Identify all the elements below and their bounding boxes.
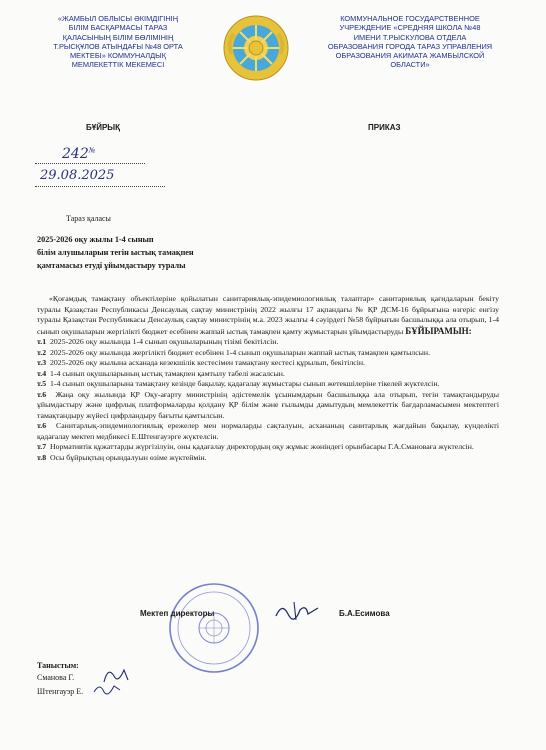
item-number: т.1 bbox=[37, 337, 47, 346]
item-number: т.6 bbox=[37, 389, 47, 399]
header-right-line: ИМЕНИ Т.РЫСКУЛОВА ОТДЕЛА bbox=[353, 32, 467, 42]
item-text: Жаңа оқу жылында ҚР Оқу-ағарту министрінің әдістемелік ұсынымдарын басшылыққа ала отырып, тегін тамақтандыруды ұйымдастыру және цифрлық платформаларды қолдану ҚР білім және ғылымды дамытудың мемлекеттік бағдарламасымен мектептегі тамақтандыру жүйесі цифрландыру бағыты қамтылсын. bbox=[37, 389, 499, 420]
director-signature-icon bbox=[272, 598, 322, 624]
item-text: 1-4 сынып оқушыларына тамақтану кезінде бақылау, қадағалау жұмыстары сынып жетекшілеріне тікелей жүктелсін. bbox=[50, 379, 440, 388]
preamble-paragraph bbox=[37, 294, 499, 337]
order-item bbox=[37, 379, 499, 390]
order-number: 242№ bbox=[62, 146, 96, 162]
order-body bbox=[37, 294, 499, 463]
buyyramyn-word: БҰЙЫРАМЫН: bbox=[405, 325, 472, 336]
order-item bbox=[37, 390, 499, 422]
acquainted-label: Таныстым: bbox=[37, 661, 79, 670]
official-stamp-icon bbox=[168, 582, 260, 674]
title-line: 2025-2026 оқу жылы 1-4 сынып bbox=[37, 235, 154, 244]
header-left-block bbox=[38, 14, 198, 70]
item-text: Санитарлық-эпидемиологиялық ережелер мен нормаларды сақталуын, асхананың санитарлық жағдайын бақылау, күнделікті қадағалау мектеп медбикесі Е.Штенгауэрге жүктелсін. bbox=[37, 421, 500, 441]
order-item bbox=[37, 369, 499, 380]
order-item bbox=[37, 348, 499, 359]
item-text: 2025-2026 оқу жылында жергілікті бюджет есебінен 1-4 сынып оқушыларын жаппай ыстық тамақпен қамтылсын. bbox=[50, 347, 431, 357]
header-left-line: Т.РЫСҚҰЛОВ АТЫНДАҒЫ №48 ОРТА bbox=[53, 41, 183, 51]
item-number: т.7 bbox=[37, 442, 47, 451]
acquainted-person: Штенгауэр Е. bbox=[37, 687, 84, 696]
header-left-line: ҚАЛАСЫНЫҢ БІЛІМ БӨЛІМІНІҢ bbox=[62, 32, 174, 42]
header-right-line: ОБРАЗОВАНИЯ АКИМАТА ЖАМБЫЛСКОЙ bbox=[335, 51, 485, 61]
item-text: Нормативтік құжаттарды жүргізілуін, оны қадағалау директордың оқу жұмыс жөніндегі орынбасары Г.А.Смановаға жүктелсін. bbox=[50, 442, 474, 451]
order-item bbox=[37, 421, 499, 442]
city-name: Тараз қаласы bbox=[66, 214, 111, 223]
header-right-line: ОБРАЗОВАНИЯ ГОРОДА ТАРАЗ УПРАВЛЕНИЯ bbox=[327, 41, 493, 51]
item-number: т.2 bbox=[37, 347, 47, 357]
header-left-line: МЕКТЕБІ» КОММУНАЛДЫҚ bbox=[69, 51, 166, 61]
item-text: 2025-2026 оқу жылында 1-4 сынып оқушыларының тізімі бекітілсін. bbox=[50, 337, 279, 346]
header-right-block bbox=[310, 14, 510, 70]
preamble-text: «Қоғамдық тамақтану объектілеріне қойылатын санитариялық-эпидемиологиялық талаптар» санитариялық қағидаларын бекіту туралы Қазақстан Республикасы Денсаулық сақтау министрінің 2022 жылғы 17 ақпандағы № ҚР ДСМ-16 бұйрығына өзгеріс енгізу туралы Қазақстан Республикасы Денсаулық сақтау министрінің м.а. 2023 жылғы 4 сәуірдегі №58 бұйрығын басшылыққа ала отырып, 1-4 сынып оқушыларын жергілікті бюджет есебінен жаппай ыстық тамақпен қамту жұмыстарын ұйымдастыруды bbox=[37, 294, 499, 336]
order-number-value: 242 bbox=[62, 146, 89, 162]
item-number: т.6 bbox=[37, 421, 47, 430]
item-number: т.8 bbox=[37, 452, 47, 462]
signature-role: Мектеп директоры bbox=[140, 609, 215, 618]
kazakhstan-emblem-icon bbox=[222, 14, 290, 82]
order-item bbox=[37, 442, 499, 453]
label-buyryk: БҰЙРЫҚ bbox=[86, 123, 120, 132]
order-date: 29.08.2025 bbox=[40, 168, 115, 183]
order-item bbox=[37, 358, 499, 369]
item-text: Осы бұйрықтың орындалуын өзіме жүктеймін. bbox=[50, 452, 207, 462]
header-left-line: «ЖАМБЫЛ ОБЛЫСЫ ӘКІМДІГІНІҢ bbox=[57, 14, 179, 23]
item-number: т.5 bbox=[37, 379, 47, 388]
item-number: т.4 bbox=[37, 368, 47, 378]
signature-name: Б.А.Есимова bbox=[339, 609, 390, 618]
title-line: білім алушыларын тегін ыстық тамақпен bbox=[37, 248, 194, 257]
item-number: т.3 bbox=[37, 358, 47, 367]
header-left-line: МЕМЛЕКЕТТІК МЕКЕМЕСІ bbox=[71, 60, 165, 70]
title-line: қамтамасыз етуді ұйымдастыру туралы bbox=[37, 261, 186, 270]
signature-icon bbox=[92, 680, 122, 698]
item-text: 1-4 сынып оқушыларының ыстық тамақпен қамтылу табелі жасалсын. bbox=[50, 368, 285, 378]
divider-line bbox=[35, 186, 165, 187]
divider-line bbox=[35, 163, 145, 164]
item-text: 2025-2026 оқу жылына асханада кезекшілік кестесімен тамақтану кестесі құрылып, бекітілсін. bbox=[50, 358, 365, 367]
acquainted-person: Сманова Г. bbox=[37, 673, 75, 682]
header-right-line: УЧРЕЖДЕНИЕ «СРЕДНЯЯ ШКОЛА №48 bbox=[339, 23, 481, 33]
order-item bbox=[37, 453, 499, 464]
order-title bbox=[37, 233, 277, 272]
header-right-line: КОММУНАЛЬНОЕ ГОСУДАРСТВЕННОЕ bbox=[340, 14, 480, 23]
order-item bbox=[37, 337, 499, 348]
header-left-line: БІЛІМ БАСҚАРМАСЫ ТАРАЗ bbox=[68, 23, 168, 33]
header-right-line: ОБЛАСТИ» bbox=[390, 60, 430, 70]
label-prikaz: ПРИКАЗ bbox=[368, 123, 401, 132]
